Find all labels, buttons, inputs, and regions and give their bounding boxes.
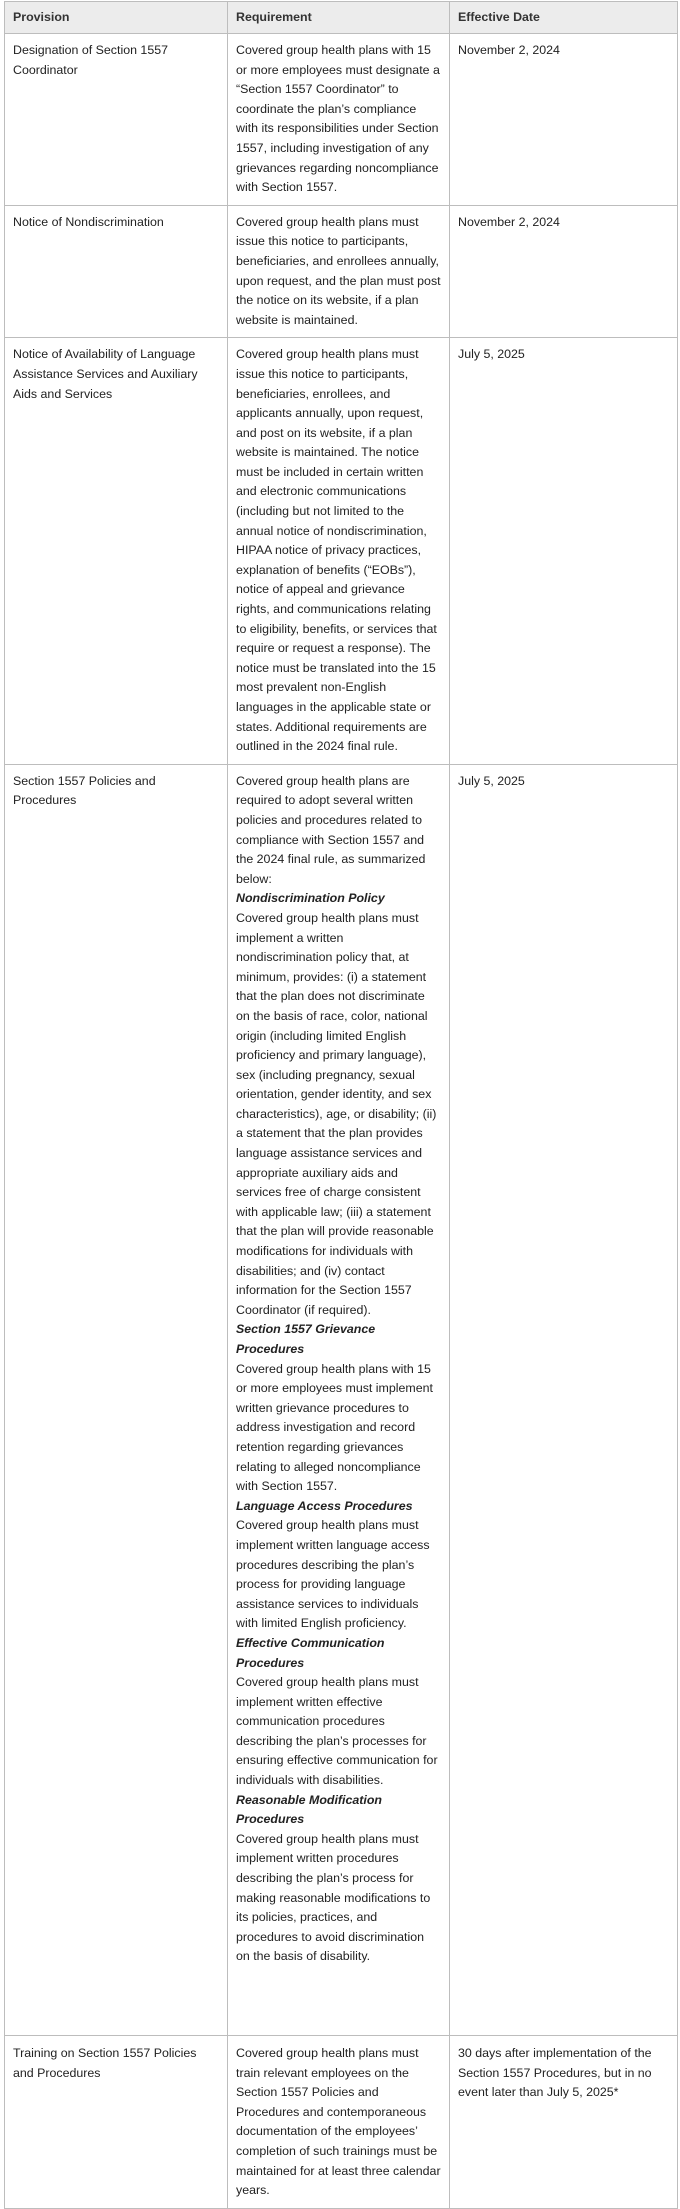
section-heading: Nondiscrimination Policy [236, 891, 385, 906]
section-heading: Section 1557 Grievance Procedures [236, 1322, 376, 1356]
column-header-provision: Provision [5, 2, 228, 34]
requirement-intro: Covered group health plans are required to adopt several written policies and procedures related to compliance with Section 1557 and the 2024 final rule, as summarized below: [236, 773, 426, 886]
provision-cell: Notice of Availability of Language Assistance Services and Auxiliary Aids and Services [5, 338, 228, 764]
requirement-cell: Covered group health plans must train relevant employees on the Section 1557 Policies and Procedures and contemporaneous documentation of the employees’ completion of such trainings must be maintained for at least three calendar years. [228, 2036, 450, 2209]
effective-date-cell: November 2, 2024 [450, 34, 678, 206]
section-text: Covered group health plans must implement a written nondiscrimination policy that, at minimum, provides: (i) a statement that the plan does not discriminate on the basis of race, color, national origin (including limited English proficiency and primary language), sex (including pregnancy, sexual orientation, gender identity, and sex characteristics), age, or disability; (ii) a statement that the plan provides language assistance services and appropriate auxiliary aids and services free of charge consistent with applicable law; (iii) a statement that the plan will provide reasonable modifications for individuals with disabilities; and (iv) contact information for the Section 1557 Coordinator (if required). [236, 910, 437, 1317]
provision-cell: Designation of Section 1557 Coordinator [5, 34, 228, 206]
table-header [5, 2, 678, 34]
effective-date-cell: July 5, 2025 [450, 338, 678, 764]
table-body [5, 34, 678, 2209]
section-heading: Reasonable Modification Procedures [236, 1792, 382, 1827]
effective-date-cell: 30 days after implementation of the Section 1557 Procedures, but in no event later than July 5, 2025* [450, 2036, 678, 2209]
effective-date-cell: July 5, 2025 [450, 764, 678, 2035]
table-row [5, 34, 678, 206]
table-row [5, 2036, 678, 2209]
column-header-requirement: Requirement [228, 2, 450, 34]
requirement-cell: Covered group health plans with 15 or more employees must designate a “Section 1557 Coordinator” to coordinate the plan’s compliance with its responsibilities under Section 1557, including investigation of any grievances regarding noncompliance with Section 1557. [228, 34, 450, 206]
section-text: Covered group health plans must implement written procedures describing the plan’s process for making reasonable modifications to its policies, practices, and procedures to avoid discrimination on the basis of disability. [236, 1831, 431, 1964]
section-text: Covered group health plans with 15 or more employees must implement written grievance procedures to address investigation and record retention regarding grievances relating to alleged noncompliance with Section 1557. [236, 1361, 433, 1494]
provision-cell: Notice of Nondiscrimination [5, 205, 228, 338]
provisions-table [4, 1, 678, 2209]
provision-cell: Section 1557 Policies and Procedures [5, 764, 228, 2035]
table-row [5, 205, 678, 338]
requirement-cell: Covered group health plans must issue this notice to participants, beneficiaries, enrollees, and applicants annually, upon request, and post on its website, if a plan website is maintained. The notice must be included in certain written and electronic communications (including but not limited to the annual notice of nondiscrimination, HIPAA notice of privacy practices, explanation of benefits (“EOBs”), notice of appeal and grievance rights, and communications relating to eligibility, benefits, or services that require or request a response). The notice must be translated into the 15 most prevalent non-English languages in the applicable state or states. Additional requirements are outlined in the 2024 final rule. [228, 338, 450, 764]
header-row [5, 2, 678, 34]
table-row [5, 764, 678, 2035]
column-header-effective-date: Effective Date [450, 2, 678, 34]
table-row [5, 338, 678, 764]
section-heading: Effective Communication Procedures [236, 1635, 385, 1670]
requirement-cell: Covered group health plans must issue this notice to participants, beneficiaries, and enrollees annually, upon request, and the plan must post the notice on its website, if a plan website is maintained. [228, 205, 450, 338]
section-text: Covered group health plans must implement written language access procedures describing the plan’s process for providing language assistance services to individuals with limited English proficiency. [236, 1518, 430, 1631]
requirement-cell [228, 764, 450, 2035]
provision-cell: Training on Section 1557 Policies and Procedures [5, 2036, 228, 2209]
effective-date-cell: November 2, 2024 [450, 205, 678, 338]
section-text: Covered group health plans must implement written effective communication procedures describing the plan’s processes for ensuring effective communication for individuals with disabilities. [236, 1675, 438, 1788]
section-heading: Language Access Procedures [236, 1498, 413, 1513]
